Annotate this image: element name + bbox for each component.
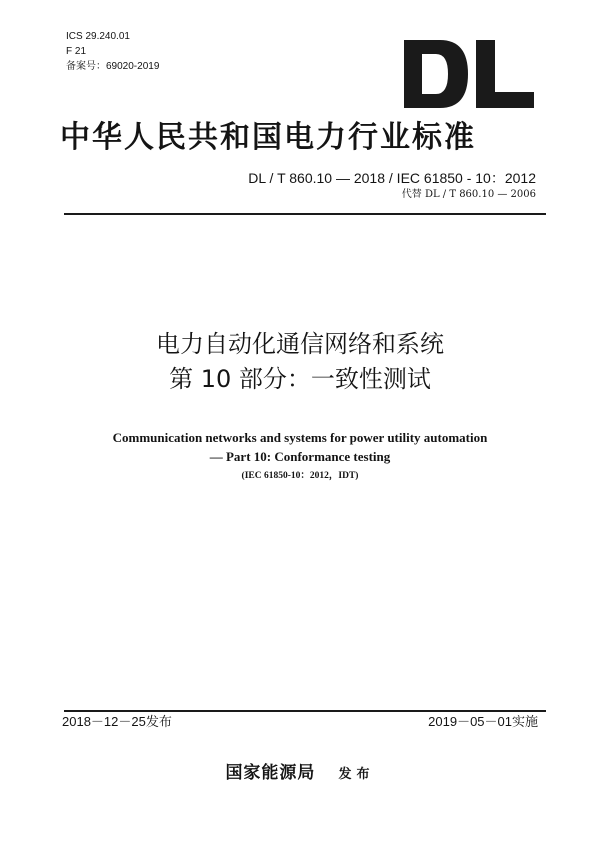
- issuing-authority: 国家能源局: [225, 763, 316, 783]
- classification-block: [66, 29, 159, 74]
- issue-date: 2018－12－25发布: [62, 714, 172, 729]
- issuer-line: [0, 762, 600, 786]
- header-divider: [64, 213, 546, 215]
- dl-logo-mark: [402, 38, 536, 110]
- ics-code: ICS 29.240.01: [66, 31, 130, 42]
- issue-action: 发布: [338, 767, 375, 782]
- footer-divider: [64, 710, 546, 712]
- title-en-line1: Communication networks and systems for power utility automation: [112, 430, 488, 445]
- replaces-standard: 代替 DL / T 860.10 — 2006: [401, 189, 536, 200]
- implementation-date: 2019－05－01实施: [428, 714, 538, 729]
- ccs-code: F 21: [66, 46, 87, 57]
- dl-logo: [402, 38, 536, 110]
- filing-number: 备案号：69020-2019: [66, 61, 160, 72]
- standard-category-title: 中华人民共和国电力行业标准: [60, 120, 476, 155]
- standard-number: DL / T 860.10 — 2018 / IEC 61850 - 10：2012: [248, 170, 536, 186]
- title-cn-line2: 第 10 部分：一致性测试: [169, 365, 431, 393]
- title-cn-line1: 电力自动化通信网络和系统: [156, 330, 444, 358]
- title-en-line2: — Part 10: Conformance testing: [209, 449, 391, 464]
- title-en-equivalence-note: (IEC 61850-10：2012，IDT): [241, 471, 359, 481]
